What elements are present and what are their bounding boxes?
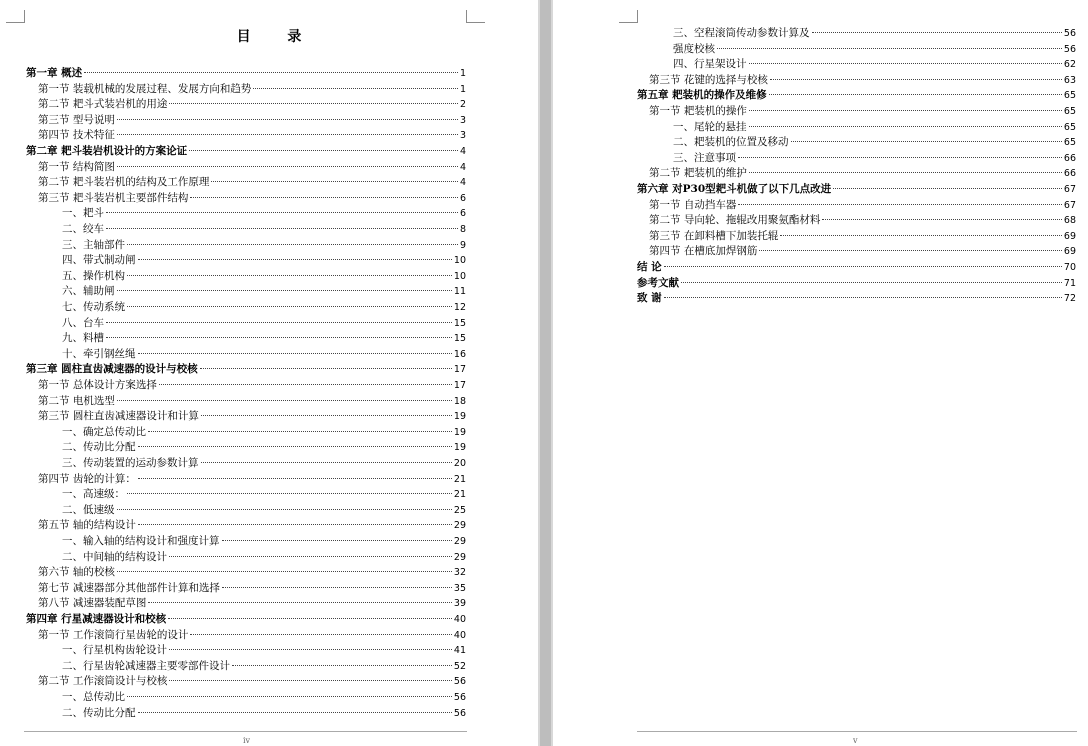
toc-entry[interactable] <box>62 706 466 722</box>
toc-entry-label: 三、空程滚筒传动参数计算及 <box>673 27 810 39</box>
toc-entry[interactable] <box>38 409 466 425</box>
toc-entry[interactable] <box>26 362 466 378</box>
toc-entry[interactable] <box>637 88 1076 104</box>
toc-entry-label: 一、尾轮的悬挂 <box>673 120 747 133</box>
toc-entry-page: 6 <box>459 192 466 204</box>
toc-entry-page: 65 <box>1063 137 1076 149</box>
toc-entry-page: 67 <box>1063 184 1076 195</box>
footer-rule <box>637 731 1077 732</box>
toc-entry[interactable] <box>38 674 466 690</box>
toc-entry-label: 第三节 耙斗装岩机主要部件结构 <box>38 191 189 204</box>
toc-entry[interactable] <box>62 534 466 550</box>
toc-entry-label: 三、主轴部件 <box>62 238 125 251</box>
toc-entry-label: 第二节 耙斗装岩机的结构及工作原理 <box>38 176 210 189</box>
toc-entry-page: 40 <box>453 629 466 641</box>
toc-entry-page: 1 <box>459 83 466 95</box>
toc-leader-dots <box>169 556 452 557</box>
toc-entry-page: 2 <box>459 99 466 111</box>
toc-entry-label: 参考文献 <box>637 276 679 289</box>
toc-leader-dots <box>190 634 452 635</box>
toc-entry-label: 五、操作机构 <box>62 269 125 282</box>
toc-leader-dots <box>664 266 1062 267</box>
toc-entry-page: 19 <box>453 411 466 423</box>
toc-entry[interactable] <box>38 581 466 597</box>
toc-entry[interactable] <box>62 690 466 706</box>
toc-leader-dots <box>211 181 458 182</box>
toc-leader-dots <box>106 228 458 229</box>
toc-leader-dots <box>168 618 452 619</box>
toc-entry-label: 第二节 耙斗式装岩机的用途 <box>38 98 168 111</box>
toc-leader-dots <box>222 587 452 588</box>
toc-entry-page: 18 <box>453 395 466 407</box>
toc-entry-page: 71 <box>1063 277 1076 289</box>
toc-entry-label: 第二节 工作滚筒设计与校核 <box>38 675 168 688</box>
toc-entry[interactable] <box>673 42 1076 58</box>
toc-entry-label: 第七节 减速器部分其他部件计算和选择 <box>38 581 220 594</box>
toc-entry[interactable] <box>62 316 466 332</box>
toc-entry[interactable] <box>673 57 1076 73</box>
toc-entry[interactable] <box>38 175 466 191</box>
toc-entry[interactable] <box>637 291 1076 307</box>
toc-entry-label: 第二节 导向轮、拖辊改用聚氨酯材料 <box>649 214 821 227</box>
toc-entry-page: 29 <box>453 536 466 547</box>
toc-leader-dots <box>201 415 452 416</box>
toc-entry-label: 一、耙斗 <box>62 207 104 220</box>
toc-entry-label: 第六章 对P30型耙斗机做了以下几点改进 <box>637 183 832 195</box>
toc-entry-label: 一、确定总传动比 <box>62 425 146 438</box>
toc-entry-label: 第四节 齿轮的计算： <box>38 472 136 485</box>
toc-entry-label: 第一节 总体设计方案选择 <box>38 379 157 391</box>
toc-entry-label: 二、传动比分配 <box>62 706 136 719</box>
page-number: iv <box>243 736 251 745</box>
toc-leader-dots <box>222 540 452 541</box>
toc-entry[interactable] <box>38 565 466 581</box>
toc-leader-dots <box>106 212 458 213</box>
toc-entry-label: 二、行星齿轮减速器主要零部件设计 <box>62 659 230 672</box>
toc-leader-dots <box>738 204 1062 205</box>
toc-entry[interactable] <box>38 128 466 144</box>
toc-entry[interactable] <box>62 659 466 675</box>
toc-entry-page: 65 <box>1063 106 1076 117</box>
toc-entry-label: 四、行星架设计 <box>673 58 747 71</box>
toc-leader-dots <box>117 571 452 572</box>
toc-leader-dots <box>138 524 452 525</box>
toc-page-right <box>553 0 1088 746</box>
toc-entry-label: 三、注意事项 <box>673 151 736 164</box>
toc-entry[interactable] <box>673 120 1076 136</box>
toc-entry-label: 一、输入轴的结构设计和强度计算 <box>62 535 220 547</box>
toc-entry-label: 第四章 行星减速器设计和校核 <box>26 613 167 625</box>
toc-entry[interactable] <box>62 253 466 269</box>
toc-entry-label: 第八节 减速器装配草图 <box>38 597 147 610</box>
toc-entry-page: 62 <box>1063 59 1076 71</box>
toc-entry[interactable] <box>38 160 466 176</box>
toc-entry-label: 第五节 轴的结构设计 <box>38 519 136 532</box>
toc-entry[interactable] <box>62 425 466 441</box>
toc-entry-label: 致 谢 <box>637 292 662 305</box>
toc-entry-label: 第一节 耙装机的操作 <box>649 105 747 117</box>
toc-entry-label: 第二节 耙装机的维护 <box>649 167 747 180</box>
toc-entry-page: 35 <box>453 582 466 594</box>
toc-entry[interactable] <box>637 182 1076 198</box>
toc-entry-page: 56 <box>453 707 466 719</box>
toc-leader-dots <box>169 680 452 681</box>
toc-entry[interactable] <box>62 331 466 347</box>
toc-leader-dots <box>84 72 458 73</box>
toc-leader-dots <box>169 649 452 650</box>
toc-entry-page: 20 <box>453 458 466 469</box>
toc-entry[interactable] <box>38 596 466 612</box>
toc-leader-dots <box>759 250 1062 251</box>
toc-leader-dots <box>106 337 452 338</box>
toc-leader-dots <box>822 219 1062 220</box>
toc-entry-page: 56 <box>453 692 466 703</box>
toc-leader-dots <box>738 157 1062 158</box>
toc-entry-label: 二、低速级 <box>62 503 115 516</box>
toc-leader-dots <box>127 275 452 276</box>
toc-entry[interactable] <box>38 82 466 98</box>
toc-leader-dots <box>148 602 452 603</box>
toc-leader-dots <box>117 166 458 167</box>
toc-leader-dots <box>117 134 458 135</box>
toc-leader-dots <box>189 150 458 151</box>
toc-leader-dots <box>127 306 452 307</box>
toc-entry-page: 21 <box>453 473 466 485</box>
toc-entry[interactable] <box>62 300 466 316</box>
toc-entry-label: 第一章 概述 <box>26 67 83 79</box>
toc-leader-dots <box>749 110 1062 111</box>
toc-entry-label: 第二节 电机选型 <box>38 394 115 407</box>
toc-entry-page: 4 <box>459 161 466 173</box>
toc-entry-page: 10 <box>453 270 466 282</box>
toc-leader-dots <box>833 188 1062 189</box>
toc-entry-page: 32 <box>453 567 466 579</box>
toc-entry[interactable] <box>62 440 466 456</box>
toc-entry[interactable] <box>62 347 466 363</box>
toc-entry[interactable] <box>62 487 466 503</box>
toc-entry-page: 66 <box>1063 168 1076 180</box>
toc-entry-page: 69 <box>1063 230 1076 242</box>
toc-entry-page: 4 <box>459 177 466 189</box>
toc-entry-page: 56 <box>1063 28 1076 39</box>
toc-leader-dots <box>681 282 1062 283</box>
toc-entry[interactable] <box>637 260 1076 276</box>
toc-entry-page: 11 <box>453 286 466 298</box>
toc-entry-label: 一、行星机构齿轮设计 <box>62 644 167 657</box>
toc-entry-label: 二、绞车 <box>62 223 104 235</box>
toc-leader-dots <box>232 665 452 666</box>
toc-entry[interactable] <box>62 284 466 300</box>
toc-entry-page: 52 <box>453 660 466 672</box>
toc-leader-dots <box>127 696 452 697</box>
toc-leader-dots <box>780 235 1062 236</box>
toc-entry-label: 一、高速级： <box>62 488 125 501</box>
toc-entry-page: 9 <box>459 239 466 251</box>
toc-entry[interactable] <box>38 472 466 488</box>
toc-entry[interactable] <box>38 113 466 129</box>
toc-entry-label: 十、牵引钢丝绳 <box>62 347 136 360</box>
toc-leader-dots <box>117 290 452 291</box>
toc-entry[interactable] <box>62 269 466 285</box>
toc-entry[interactable] <box>38 97 466 113</box>
toc-entry-label: 二、耙装机的位置及移动 <box>673 136 789 149</box>
toc-page-left <box>0 0 538 746</box>
toc-entry[interactable] <box>673 26 1076 42</box>
toc-entry-label: 第六节 轴的校核 <box>38 566 115 579</box>
toc-leader-dots <box>127 493 452 494</box>
toc-entry[interactable] <box>26 612 466 628</box>
toc-entry-page: 3 <box>459 130 466 142</box>
toc-leader-dots <box>138 446 452 447</box>
toc-entry-label: 四、带式制动闸 <box>62 254 136 267</box>
toc-entry[interactable] <box>38 394 466 410</box>
toc-entry[interactable] <box>673 135 1076 151</box>
toc-leader-dots <box>749 126 1062 127</box>
toc-entry[interactable] <box>62 206 466 222</box>
footer-rule <box>24 731 467 732</box>
toc-entry-label: 八、台车 <box>62 316 104 329</box>
toc-leader-dots <box>190 197 458 198</box>
toc-entry-label: 第三节 在卸料槽下加装托辊 <box>649 229 779 242</box>
toc-entry[interactable] <box>649 198 1076 214</box>
toc-entry-page: 16 <box>453 348 466 360</box>
toc-leader-dots <box>769 94 1062 95</box>
toc-leader-dots <box>138 259 452 260</box>
toc-entry[interactable] <box>649 166 1076 182</box>
toc-leader-dots <box>148 431 452 432</box>
toc-leader-dots <box>117 509 452 510</box>
toc-leader-dots <box>138 353 452 354</box>
toc-leader-dots <box>159 384 452 385</box>
toc-entry-page: 70 <box>1063 262 1076 273</box>
toc-entry[interactable] <box>673 151 1076 167</box>
toc-entry-page: 56 <box>453 676 466 688</box>
toc-leader-dots <box>812 32 1062 33</box>
toc-leader-dots <box>138 478 452 479</box>
toc-entry-page: 8 <box>459 224 466 235</box>
toc-entry-label: 第四节 技术特征 <box>38 129 115 142</box>
toc-entry[interactable] <box>62 222 466 238</box>
toc-leader-dots <box>201 462 452 463</box>
toc-entry-label: 第一节 装载机械的发展过程、发展方向和趋势 <box>38 82 252 95</box>
toc-entry-page: 17 <box>453 364 466 376</box>
toc-entry-page: 69 <box>1063 246 1076 258</box>
toc-entry[interactable] <box>649 73 1076 89</box>
toc-entry-page: 56 <box>1063 43 1076 55</box>
toc-entry-label: 二、中间轴的结构设计 <box>62 550 167 563</box>
toc-entry[interactable] <box>26 144 466 160</box>
toc-entry[interactable] <box>649 229 1076 245</box>
page-number: v <box>853 736 858 745</box>
toc-entry-page: 65 <box>1063 121 1076 133</box>
toc-entry[interactable] <box>62 456 466 472</box>
toc-entry-label: 九、料槽 <box>62 332 104 345</box>
toc-entry-label: 第一节 自动挡车器 <box>649 198 737 211</box>
toc-entry-page: 1 <box>459 68 466 79</box>
toc-entry-page: 40 <box>453 614 466 625</box>
toc-entry-page: 39 <box>453 598 466 610</box>
toc-entry[interactable] <box>62 550 466 566</box>
toc-entry-page: 68 <box>1063 215 1076 227</box>
toc-entry-label: 三、传动装置的运动参数计算 <box>62 457 199 469</box>
toc-leader-dots <box>749 172 1062 173</box>
toc-entry[interactable] <box>62 238 466 254</box>
toc-entry-page: 41 <box>453 645 466 657</box>
toc-entry-label: 六、辅助闸 <box>62 285 115 298</box>
toc-entry-label: 第二章 耙斗装岩机设计的方案论证 <box>26 145 188 157</box>
page-gutter <box>538 0 553 746</box>
toc-entry-page: 17 <box>453 380 466 391</box>
toc-entry-page: 15 <box>453 317 466 329</box>
toc-leader-dots <box>169 103 458 104</box>
toc-entry[interactable] <box>649 244 1076 260</box>
toc-entry-label: 结 论 <box>637 261 662 273</box>
toc-entry-label: 第三节 型号说明 <box>38 113 115 126</box>
toc-leader-dots <box>664 297 1062 298</box>
toc-entry[interactable] <box>649 213 1076 229</box>
toc-entry-page: 63 <box>1063 74 1076 86</box>
toc-entry-label: 二、传动比分配 <box>62 441 136 454</box>
toc-entry-page: 66 <box>1063 152 1076 164</box>
toc-leader-dots <box>117 119 458 120</box>
toc-entry-label: 第五章 耙装机的操作及维修 <box>637 89 767 102</box>
toc-leader-dots <box>253 88 458 89</box>
toc-entry[interactable] <box>38 628 466 644</box>
toc-entry-page: 12 <box>453 302 466 313</box>
crop-mark <box>466 22 485 23</box>
toc-entry-page: 4 <box>459 146 466 157</box>
toc-entry[interactable] <box>62 643 466 659</box>
toc-entry-label: 强度校核 <box>673 42 715 55</box>
toc-entry-page: 6 <box>459 208 466 220</box>
toc-leader-dots <box>717 48 1062 49</box>
toc-entry-label: 第三节 花键的选择与校核 <box>649 73 768 86</box>
toc-entry-label: 一、总传动比 <box>62 691 125 703</box>
toc-entry-page: 72 <box>1063 293 1076 305</box>
toc-title: 目 录 <box>236 29 318 45</box>
toc-entry-page: 10 <box>453 255 466 267</box>
toc-entry-page: 15 <box>453 333 466 345</box>
toc-entry-page: 67 <box>1063 199 1076 211</box>
toc-entry-label: 第三章 圆柱直齿减速器的设计与校核 <box>26 363 198 376</box>
toc-leader-dots <box>106 322 452 323</box>
toc-entry[interactable] <box>637 276 1076 292</box>
crop-mark <box>6 22 25 23</box>
toc-leader-dots <box>770 79 1062 80</box>
toc-leader-dots <box>117 400 452 401</box>
toc-entry-label: 第四节 在槽底加焊钢筋 <box>649 245 758 258</box>
toc-entry-page: 21 <box>453 489 466 501</box>
toc-leader-dots <box>791 141 1062 142</box>
toc-entry-page: 65 <box>1063 90 1076 102</box>
toc-entry-page: 25 <box>453 504 466 516</box>
toc-entry-page: 19 <box>453 426 466 438</box>
toc-entry-label: 第三节 圆柱直齿减速器设计和计算 <box>38 410 199 423</box>
toc-leader-dots <box>127 244 458 245</box>
toc-entry-page: 29 <box>453 551 466 563</box>
toc-entry-label: 第一节 工作滚筒行星齿轮的设计 <box>38 628 189 641</box>
toc-entry[interactable] <box>38 191 466 207</box>
toc-entry[interactable] <box>38 378 466 394</box>
toc-leader-dots <box>200 368 452 369</box>
toc-entry-page: 3 <box>459 114 466 126</box>
crop-mark <box>619 22 638 23</box>
toc-entry[interactable] <box>649 104 1076 120</box>
toc-entry[interactable] <box>38 518 466 534</box>
toc-entry[interactable] <box>26 66 466 82</box>
toc-entry-page: 29 <box>453 520 466 532</box>
toc-entry-label: 第一节 结构简图 <box>38 160 115 173</box>
toc-entry-page: 19 <box>453 442 466 454</box>
toc-entry[interactable] <box>62 503 466 519</box>
toc-leader-dots <box>749 63 1062 64</box>
toc-entry-label: 七、传动系统 <box>62 301 125 313</box>
toc-leader-dots <box>138 712 452 713</box>
